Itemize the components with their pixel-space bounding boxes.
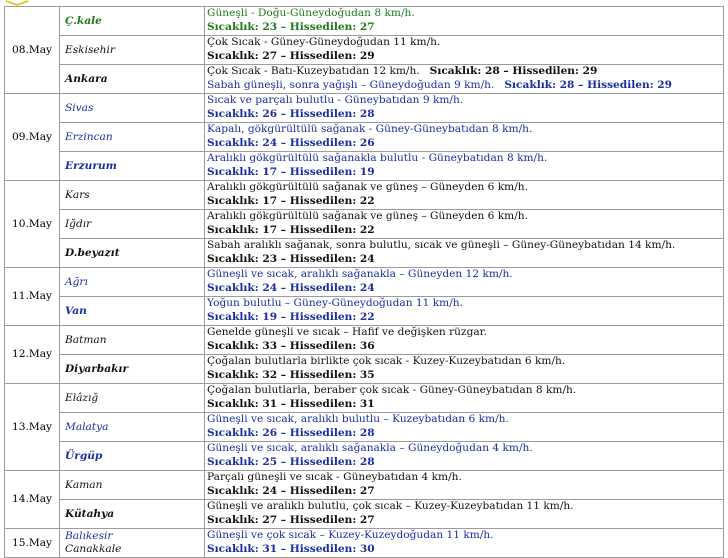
city-cell xyxy=(60,384,205,413)
forecast-cell xyxy=(205,7,724,36)
city-cell xyxy=(60,210,205,239)
temperature-text: Sıcaklık: 19 – Hissedilen: 22 xyxy=(207,311,375,323)
date-cell: 14.May xyxy=(5,471,60,529)
forecast-line xyxy=(207,123,721,137)
city-cell xyxy=(60,94,205,123)
forecast-text: Sabah güneşli, sonra yağışlı – Güneydoğudan 9 km/h. xyxy=(207,79,495,91)
city-name: Batman xyxy=(65,333,107,346)
forecast-line xyxy=(207,239,721,253)
forecast-cell xyxy=(205,297,724,326)
city-cell xyxy=(60,65,205,94)
forecast-text: Genelde güneşli ve sıcak – Hafif ve değişken rüzgar. xyxy=(207,326,487,338)
forecast-cell xyxy=(205,210,724,239)
temperature-text: Sıcaklık: 27 – Hissedilen: 27 xyxy=(207,514,375,526)
city-name: Elâzığ xyxy=(65,391,99,404)
temperature-line xyxy=(207,369,721,383)
temperature-text: Sıcaklık: 31 – Hissedilen: 30 xyxy=(207,543,375,555)
table-row xyxy=(5,94,724,123)
city-cell xyxy=(60,355,205,384)
city-cell xyxy=(60,442,205,471)
forecast-cell xyxy=(205,384,724,413)
city-cell xyxy=(60,297,205,326)
city-cell xyxy=(60,36,205,65)
temperature-line xyxy=(207,166,721,180)
forecast-cell xyxy=(205,355,724,384)
temperature-line xyxy=(207,543,721,557)
table-row xyxy=(5,471,724,500)
temperature-text: Sıcaklık: 31 – Hissedilen: 31 xyxy=(207,398,375,410)
temperature-line xyxy=(207,456,721,470)
city-cell xyxy=(60,7,205,36)
city-name: Kaman xyxy=(65,478,103,491)
table-row xyxy=(5,36,724,65)
table-row xyxy=(5,384,724,413)
forecast-text: Parçalı güneşli ve sıcak - Güneybatıdan 4 km/h. xyxy=(207,471,462,483)
forecast-line xyxy=(207,79,721,93)
forecast-cell xyxy=(205,268,724,297)
temperature-text: Sıcaklık: 23 – Hissedilen: 24 xyxy=(207,253,375,265)
temperature-text: Sıcaklık: 17 – Hissedilen: 19 xyxy=(207,166,375,178)
temperature-line xyxy=(207,311,721,325)
forecast-text: Güneşli ve aralıklı bulutlu, çok sıcak – Kuzey-Kuzeybatıdan 11 km/h. xyxy=(207,500,574,512)
forecast-text: Güneşli ve sıcak, aralıklı sağanakla – Güneydoğudan 4 km/h. xyxy=(207,442,533,454)
forecast-line xyxy=(207,210,721,224)
forecast-line xyxy=(207,355,721,369)
forecast-cell xyxy=(205,326,724,355)
table-row xyxy=(5,65,724,94)
city-name: Ankara xyxy=(65,72,108,85)
forecast-line xyxy=(207,268,721,282)
city-name: Iğdır xyxy=(65,217,92,230)
forecast-cell xyxy=(205,239,724,268)
city-cell xyxy=(60,239,205,268)
temperature-text: Sıcaklık: 25 – Hissedilen: 28 xyxy=(207,456,375,468)
table-row xyxy=(5,152,724,181)
city-cell xyxy=(60,268,205,297)
forecast-line xyxy=(207,297,721,311)
forecast-text: Aralıklı gökgürültülü sağanak ve güneş – Güneyden 6 km/h. xyxy=(207,210,528,222)
forecast-line xyxy=(207,36,721,50)
forecast-line xyxy=(207,500,721,514)
temperature-line xyxy=(207,282,721,296)
city-name: Malatya xyxy=(65,420,109,433)
forecast-text: Güneşli ve sıcak, aralıklı bulutlu – Kuzeybatıdan 6 km/h. xyxy=(207,413,509,425)
date-cell: 10.May xyxy=(5,181,60,268)
city-cell xyxy=(60,123,205,152)
forecast-line xyxy=(207,65,721,79)
table-row xyxy=(5,326,724,355)
forecast-table-body xyxy=(5,7,724,558)
temperature-text: Sıcaklık: 17 – Hissedilen: 22 xyxy=(207,195,375,207)
temperature-line xyxy=(207,50,721,64)
temperature-line xyxy=(207,224,721,238)
temperature-text: Sıcaklık: 24 – Hissedilen: 24 xyxy=(207,282,375,294)
forecast-line xyxy=(207,181,721,195)
weather-forecast-table xyxy=(4,6,724,558)
temperature-text: Sıcaklık: 17 – Hissedilen: 22 xyxy=(207,224,375,236)
city-name: Sivas xyxy=(65,101,94,114)
forecast-line xyxy=(207,529,721,543)
table-row xyxy=(5,268,724,297)
forecast-cell xyxy=(205,152,724,181)
date-cell: 13.May xyxy=(5,384,60,471)
city-name: Balıkesir xyxy=(65,530,113,542)
temperature-text: Sıcaklık: 24 – Hissedilen: 27 xyxy=(207,485,375,497)
forecast-line xyxy=(207,152,721,166)
table-row xyxy=(5,413,724,442)
forecast-line xyxy=(207,471,721,485)
date-cell: 12.May xyxy=(5,326,60,384)
city-name-secondary: Canakkale xyxy=(65,543,122,555)
temperature-line xyxy=(207,427,721,441)
temperature-line xyxy=(207,21,721,35)
forecast-text: Güneşli ve çok sıcak – Kuzey-Kuzeydoğudan 11 km/h. xyxy=(207,529,494,541)
table-row xyxy=(5,7,724,36)
city-name: Ağrı xyxy=(65,275,88,288)
temperature-line xyxy=(207,485,721,499)
temperature-line xyxy=(207,398,721,412)
temperature-line xyxy=(207,340,721,354)
temperature-line xyxy=(207,195,721,209)
temperature-text: Sıcaklık: 27 – Hissedilen: 29 xyxy=(207,50,375,62)
forecast-line xyxy=(207,442,721,456)
forecast-cell xyxy=(205,123,724,152)
date-cell: 08.May xyxy=(5,7,60,94)
city-name: Erzurum xyxy=(65,159,117,172)
table-row xyxy=(5,529,724,558)
forecast-text: Güneşli - Doğu-Güneydoğudan 8 km/h. xyxy=(207,7,415,19)
table-row xyxy=(5,297,724,326)
table-row xyxy=(5,210,724,239)
city-cell xyxy=(60,181,205,210)
city-cell xyxy=(60,471,205,500)
date-cell: 15.May xyxy=(5,529,60,558)
forecast-text: Çok Sıcak - Batı-Kuzeybatıdan 12 km/h. xyxy=(207,65,420,77)
forecast-cell xyxy=(205,529,724,558)
table-row xyxy=(5,181,724,210)
forecast-cell xyxy=(205,94,724,123)
city-cell xyxy=(60,152,205,181)
date-cell: 11.May xyxy=(5,268,60,326)
forecast-text: Kapalı, gökgürültülü sağanak - Güney-Güneybatıdan 8 km/h. xyxy=(207,123,533,135)
city-name: Van xyxy=(65,304,87,317)
forecast-cell xyxy=(205,65,724,94)
city-name: D.beyazıt xyxy=(65,246,120,259)
forecast-text: Sıcak ve parçalı bulutlu - Güneybatıdan 9 km/h. xyxy=(207,94,464,106)
forecast-cell xyxy=(205,413,724,442)
city-name: Diyarbakır xyxy=(65,362,129,375)
forecast-text: Sabah aralıklı sağanak, sonra bulutlu, sıcak ve güneşli – Güney-Güneybatıdan 14 km/h. xyxy=(207,239,676,251)
forecast-line xyxy=(207,7,721,21)
temperature-text: Sıcaklık: 23 – Hissedilen: 27 xyxy=(207,21,375,33)
temperature-line xyxy=(207,253,721,267)
temperature-text: Sıcaklık: 28 – Hissedilen: 29 xyxy=(429,65,598,77)
forecast-line xyxy=(207,94,721,108)
temperature-text: Sıcaklık: 33 – Hissedilen: 36 xyxy=(207,340,375,352)
forecast-cell xyxy=(205,442,724,471)
temperature-text: Sıcaklık: 24 – Hissedilen: 26 xyxy=(207,137,375,149)
forecast-text: Çok Sıcak - Güney-Güneydoğudan 11 km/h. xyxy=(207,36,441,48)
temperature-text: Sıcaklık: 26 – Hissedilen: 28 xyxy=(207,427,375,439)
city-cell xyxy=(60,529,205,558)
forecast-line xyxy=(207,413,721,427)
temperature-line xyxy=(207,108,721,122)
temperature-text: Sıcaklık: 28 – Hissedilen: 29 xyxy=(504,79,673,91)
temperature-text: Sıcaklık: 32 – Hissedilen: 35 xyxy=(207,369,375,381)
city-cell xyxy=(60,413,205,442)
city-name: Ürgüp xyxy=(65,449,103,462)
forecast-text: Güneşli ve sıcak, aralıklı sağanakla – Güneyden 12 km/h. xyxy=(207,268,513,280)
date-cell: 09.May xyxy=(5,94,60,181)
forecast-cell xyxy=(205,181,724,210)
city-name: Kütahya xyxy=(65,507,115,520)
forecast-line xyxy=(207,384,721,398)
city-name: Erzincan xyxy=(65,130,113,143)
forecast-cell xyxy=(205,500,724,529)
forecast-text: Çoğalan bulutlarla birlikte çok sıcak - Kuzey-Kuzeybatıdan 6 km/h. xyxy=(207,355,566,367)
forecast-cell xyxy=(205,471,724,500)
city-cell xyxy=(60,500,205,529)
forecast-text: Aralıklı gökgürültülü sağanakla bulutlu - Güneybatıdan 8 km/h. xyxy=(207,152,548,164)
temperature-line xyxy=(207,514,721,528)
city-cell xyxy=(60,326,205,355)
table-row xyxy=(5,355,724,384)
city-name: Eskisehir xyxy=(65,43,115,56)
table-row xyxy=(5,442,724,471)
table-row xyxy=(5,239,724,268)
temperature-text: Sıcaklık: 26 – Hissedilen: 28 xyxy=(207,108,375,120)
table-row xyxy=(5,123,724,152)
forecast-line xyxy=(207,326,721,340)
forecast-text: Aralıklı gökgürültülü sağanak ve güneş – Güneyden 6 km/h. xyxy=(207,181,528,193)
forecast-cell xyxy=(205,36,724,65)
forecast-text: Yoğun bulutlu – Güney-Güneydoğudan 11 km/h. xyxy=(207,297,463,309)
city-name: Ç.kale xyxy=(65,14,102,27)
table-row xyxy=(5,500,724,529)
temperature-line xyxy=(207,137,721,151)
city-name: Kars xyxy=(65,188,90,201)
forecast-text: Çoğalan bulutlarla, beraber çok sıcak - Güney-Güneybatıdan 8 km/h. xyxy=(207,384,577,396)
